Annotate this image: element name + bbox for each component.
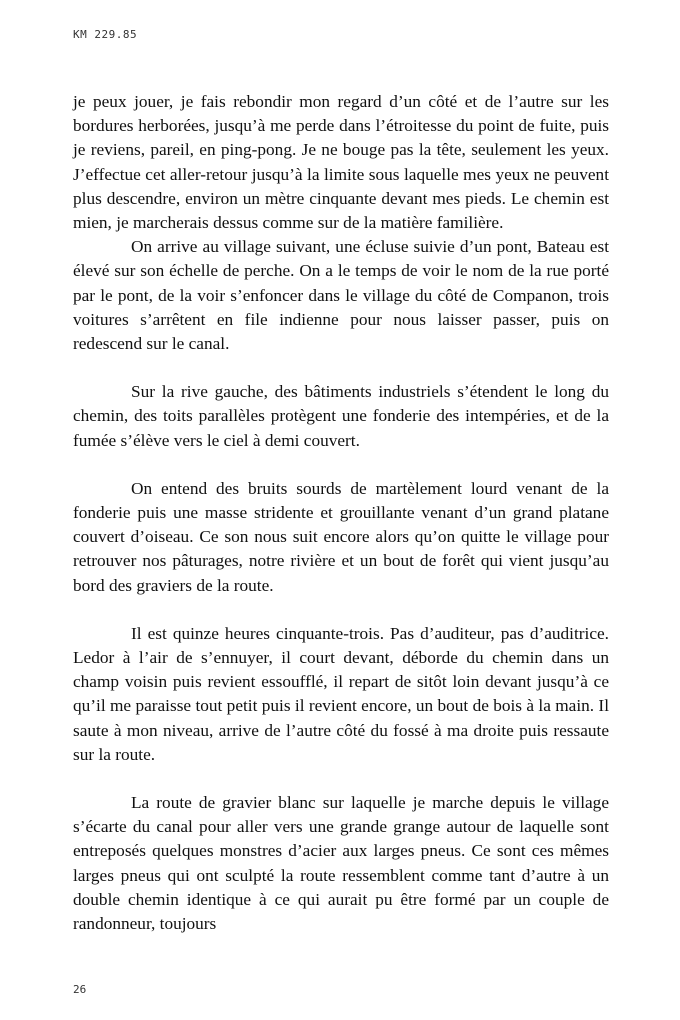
paragraph-2: On arrive au village suivant, une écluse suivie d’un pont, Bateau est élevé sur son échelle de perche. On a le temps de voir le nom de la rue porté par le pont, de la voir s’enfoncer dans le village du côté de Companon, trois voitures s’arrêtent en file indienne pour nous laisser passer, puis on redescend sur le canal.	[73, 237, 609, 354]
paragraph-1: je peux jouer, je fais rebondir mon regard d’un côté et de l’autre sur les bordures herborées, jusqu’à me perde dans l’étroitesse du point de fuite, puis je reviens, pareil, en ping-pong. Je ne bouge pas la tête, seulement les yeux. J’effectue cet aller-retour jusqu’à la limite sous laquelle mes yeux ne peuvent plus descendre, environ un mètre cinquante devant mes pieds. Le chemin est mien, je marcherais dessus comme sur de la matière familière.	[73, 92, 609, 233]
page-number: 26	[73, 983, 87, 996]
paragraph-3: Sur la rive gauche, des bâtiments industriels s’étendent le long du chemin, des toits parallèles protègent une fonderie des intempéries, et de la fumée s’élève vers le ciel à demi couvert.	[73, 382, 609, 450]
body-text	[73, 90, 609, 936]
paragraph-4: On entend des bruits sourds de martèlement lourd venant de la fonderie puis une masse stridente et grouillante venant d’un grand platane couvert d’oiseau. Ce son nous suit encore alors qu’on quitte le village pour retrouver nos pâturages, notre rivière et un bout de forêt qui vient jusqu’au bord des graviers de la route.	[73, 478, 609, 595]
running-head: KM 229.85	[73, 28, 138, 41]
paragraph-6: La route de gravier blanc sur laquelle je marche depuis le village s’écarte du canal pour aller vers une grande grange autour de laquelle sont entreposés quelques monstres d’acier aux larges pneus. Ce sont ces mêmes larges pneus qui ont sculpté la route ressemblent comme tant d’autre à un double chemin identique à ce qui aurait pu être formé par un couple de randonneur, toujours	[73, 793, 609, 934]
paragraph-5: Il est quinze heures cinquante-trois. Pas d’auditeur, pas d’auditrice. Ledor à l’air de s’ennuyer, il court devant, déborde du chemin dans un champ voisin puis revient essoufflé, il repart de sitôt loin devant jusqu’à ce qu’il me paraisse tout petit puis il revient encore, un bout de bois à la main. Il saute à mon niveau, arrive de l’autre côté du fossé à ma droite puis ressaute sur la route.	[73, 623, 609, 764]
